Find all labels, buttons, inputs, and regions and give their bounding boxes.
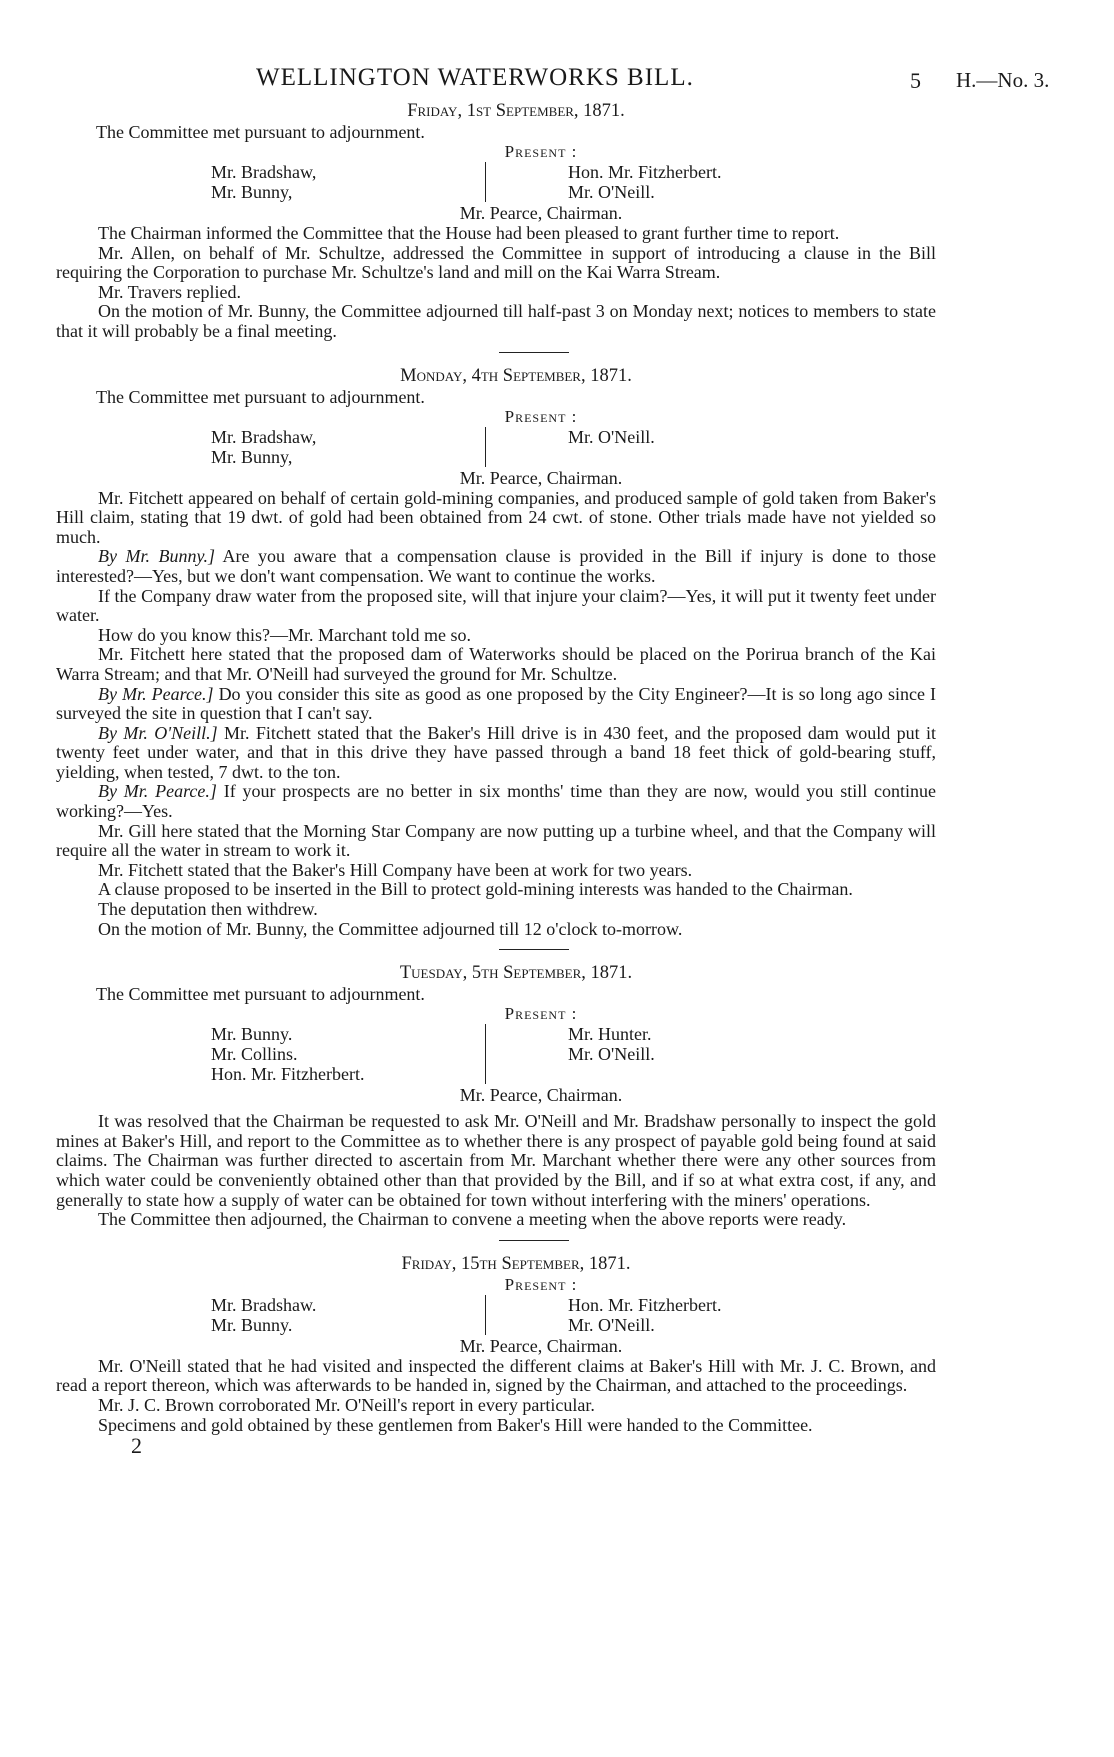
paragraph: The Chairman informed the Committee that the House had been pleased to grant further time to report. [98, 223, 840, 243]
paragraph: If the Company draw water from the proposed site, will that injure your claim?—Yes, it will put it twenty feet under water. [56, 585, 936, 626]
questioner: By Mr. Bunny.] [98, 546, 215, 567]
chairman: Mr. Pearce, Chairman. [459, 1335, 623, 1356]
paragraph: On the motion of Mr. Bunny, the Committee adjourned till 12 o'clock to-morrow. [98, 918, 683, 939]
question-text: Mr. Fitchett stated that the Baker's Hill drive is in 430 feet, and the proposed dam would put it twenty feet under water, and that in this drive they have passed through a band 18 feet thick of gold-bearing stuff, yielding, when tested, 7 dwt. to the ton. [56, 722, 937, 782]
section-divider [499, 949, 569, 950]
attendee: Mr. Bradshaw. [211, 1294, 317, 1315]
paragraph: Mr. J. C. Brown corroborated Mr. O'Neill's report in every particular. [98, 1394, 595, 1415]
attendee: Mr. O'Neill. [568, 426, 655, 447]
attendee: Mr. Collins. [211, 1044, 298, 1065]
attendee: Mr. Bunny. [211, 1024, 293, 1045]
attendees-left [211, 1024, 486, 1084]
present-label: Present : [504, 142, 578, 161]
attendees-right [486, 162, 721, 202]
page-number: 5 [910, 68, 921, 93]
paragraph: It was resolved that the Chairman be requested to ask Mr. O'Neill and Mr. Bradshaw personally to inspect the gold mines at Baker's Hill, and report to the Committee as to whether there is any prospect of payable gold being found at said claims. The Chairman was further directed to ascertain from Mr. Marchant whether there were any other sources from which water could be conveniently obtained other than that provided by the Bill, and if so at what extra cost, if any, and generally to state how a supply of water can be obtained for town without interfering with the miners' operations. [56, 1111, 936, 1210]
chairman: Mr. Pearce, Chairman. [459, 203, 623, 223]
signature-mark: 2 [131, 1433, 142, 1459]
document-page [56, 64, 1050, 1459]
paragraph [56, 685, 936, 724]
paper-reference: H.—No. 3. [956, 68, 1050, 92]
paragraph: Specimens and gold obtained by these gentlemen from Baker's Hill were handed to the Committee. [98, 1414, 813, 1435]
present-label: Present : [504, 406, 578, 426]
question-text: Are you aware that a compensation clause is provided in the Bill if injury is done to those interested?—Yes, but we don't want compensation. We want to continue the works. [56, 546, 936, 586]
attendee: Mr. Bradshaw, [211, 426, 317, 447]
attendee: Hon. Mr. Fitzherbert. [211, 1064, 365, 1085]
meeting-date: Friday, 15th September, 1871. [401, 1253, 631, 1274]
attendee: Hon. Mr. Fitzherbert. [568, 1294, 722, 1315]
questioner: By Mr. Pearce.] [98, 781, 217, 802]
attendee: Mr. Bradshaw, [211, 162, 317, 182]
attendees-left [211, 427, 486, 467]
page-title: WELLINGTON WATERWORKS BILL. [256, 64, 694, 91]
meeting-opening: The Committee met pursuant to adjournment. [96, 122, 425, 142]
attendee: Mr. Bunny, [211, 446, 293, 467]
meeting-1 [56, 100, 936, 342]
attendees-left [211, 1295, 486, 1335]
attendees [211, 1295, 771, 1335]
attendee: Hon. Mr. Fitzherbert. [568, 162, 722, 182]
attendee: Mr. O'Neill. [568, 182, 655, 202]
chairman: Mr. Pearce, Chairman. [459, 467, 623, 488]
attendees-right [486, 1024, 655, 1084]
attendees-right [486, 427, 655, 467]
paragraph: The Committee then adjourned, the Chairman to convene a meeting when the above reports were ready. [98, 1209, 847, 1230]
present-label: Present : [504, 1274, 578, 1294]
meeting-3 [56, 962, 936, 1230]
paragraph [56, 782, 936, 821]
question-text: Do you consider this site as good as one proposed by the City Engineer?—It is so long ago since I surveyed the site in question that I can't say. [56, 683, 937, 724]
paragraph: Mr. Fitchett appeared on behalf of certain gold-mining companies, and produced sample of gold taken from Baker's Hill claim, stating that 19 dwt. of gold had been obtained from 24 cwt. of stone. Other trials made have not yielded so much. [56, 487, 936, 547]
paragraph: The deputation then withdrew. [98, 899, 318, 920]
meeting-4 [56, 1253, 936, 1435]
meeting-2 [56, 365, 936, 940]
attendees-right [486, 1295, 721, 1335]
meeting-date: Monday, 4th September, 1871. [400, 365, 632, 386]
chairman: Mr. Pearce, Chairman. [459, 1085, 623, 1106]
paragraph: A clause proposed to be inserted in the Bill to protect gold-mining interests was handed to the Chairman. [98, 879, 853, 900]
meeting-opening: The Committee met pursuant to adjournment. [96, 984, 425, 1005]
attendees [211, 162, 771, 202]
meeting-date: Friday, 1st September, 1871. [407, 101, 625, 121]
paragraph [56, 724, 936, 783]
questioner: By Mr. Pearce.] [98, 683, 214, 704]
attendee: Mr. Bunny. [211, 1314, 293, 1335]
meeting-date: Tuesday, 5th September, 1871. [399, 963, 633, 984]
paragraph: Mr. Fitchett here stated that the proposed dam of Waterworks should be placed on the Porirua branch of the Kai Warra Stream; and that Mr. O'Neill had surveyed the ground for Mr. Schultze. [56, 644, 936, 684]
paragraph: Mr. Travers replied. [98, 281, 241, 302]
paragraph: Mr. Allen, on behalf of Mr. Schultze, addressed the Committee in support of introducing a clause in the Bill requiring the Corporation to purchase Mr. Schultze's land and mill on the Kai Warra Stream. [56, 242, 936, 283]
paragraph: Mr. Fitchett stated that the Baker's Hill Company have been at work for two years. [98, 859, 693, 880]
present-label: Present : [504, 1004, 578, 1024]
meeting-opening: The Committee met pursuant to adjournment. [96, 386, 425, 407]
attendees-left [211, 162, 486, 202]
section-divider [499, 352, 569, 353]
paragraph: On the motion of Mr. Bunny, the Committee adjourned till half-past 3 on Monday next; notices to members to state that it will probably be a final meeting. [56, 301, 936, 341]
attendees [211, 427, 771, 467]
attendee: Mr. O'Neill. [568, 1044, 655, 1065]
attendees [211, 1024, 771, 1084]
page-header [56, 64, 1050, 100]
paragraph: Mr. O'Neill stated that he had visited and inspected the different claims at Baker's Hill with Mr. J. C. Brown, and read a report thereon, which was afterwards to be handed in, signed by the Chairman, and attached to the proceedings. [56, 1355, 936, 1396]
attendee: Mr. O'Neill. [568, 1314, 655, 1335]
question-text: If your prospects are no better in six months' time than they are now, would you still continue working?—Yes. [56, 781, 937, 822]
section-divider [499, 1240, 569, 1241]
attendee: Mr. Hunter. [568, 1024, 652, 1045]
paragraph [56, 547, 936, 586]
paragraph: Mr. Gill here stated that the Morning Star Company are now putting up a turbine wheel, and that the Company will require all the water in stream to work it. [56, 820, 936, 861]
paragraph: How do you know this?—Mr. Marchant told me so. [98, 624, 471, 645]
attendee: Mr. Bunny, [211, 182, 293, 202]
questioner: By Mr. O'Neill.] [98, 722, 218, 743]
